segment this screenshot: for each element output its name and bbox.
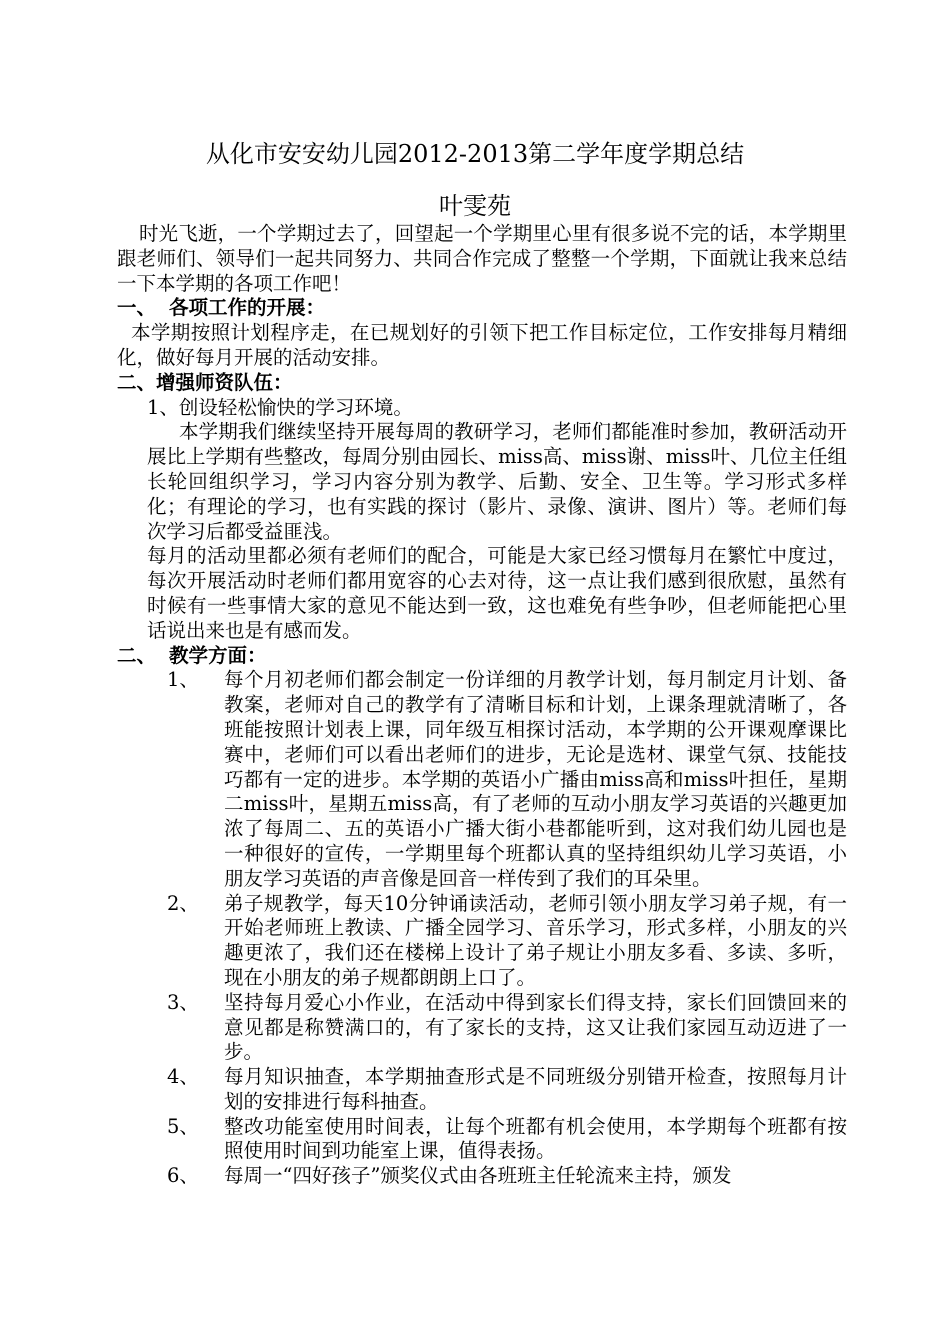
section-paragraph: 本学期按照计划程序走，在已规划好的引领下把工作目标定位，工作安排每月精细化，做好每月开展的活动安排。	[117, 321, 847, 369]
list-item	[117, 1065, 847, 1115]
section-heading: 二、增强师资队伍：	[117, 370, 293, 394]
section-paragraph: 本学期我们继续坚持开展每周的教研学习，老师们都能准时参加，教研活动开展比上学期有些整改，每周分别由园长、miss高、miss谢、miss叶、几位主任组长轮回组织学习，学习内容分别为教学、后勤、安全、卫生等。学习形式多样化；有理论的学习，也有实践的探讨（影片、录像、演讲、图片）等。老师们每次学习后都受益匪浅。	[147, 420, 847, 543]
section-title: 教学方面：	[169, 643, 267, 667]
document-body	[117, 222, 847, 1189]
list-item-text: 弟子规教学，每天10分钟诵读活动，老师引领小朋友学习弟子规，有一开始老师班上教读、广播全园学习、音乐学习，形式多样，小朋友的兴趣更浓了，我们还在楼梯上设计了弟子规让小朋友多看、多读、多听，现在小朋友的弟子规都朗朗上口了。	[224, 891, 847, 989]
section-number: 二、	[117, 643, 157, 667]
section-heading	[117, 644, 847, 669]
list-item	[117, 668, 847, 891]
list-item	[117, 1164, 847, 1189]
list-item-number: 5、	[167, 1114, 199, 1138]
list-item	[117, 1115, 847, 1165]
list-item-number: 2、	[167, 891, 199, 915]
intro-paragraph: 时光飞逝，一个学期过去了，回望起一个学期里心里有很多说不完的话，本学期里跟老师们、领导们一起共同努力、共同合作完成了整整一个学期，下面就让我来总结一下本学期的各项工作吧！	[117, 222, 847, 295]
list-item-text: 坚持每月爱心小作业，在活动中得到家长们得支持，家长们回馈回来的意见都是称赞满口的，有了家长的支持，这又让我们家园互动迈进了一步。	[224, 990, 847, 1064]
author-name: 叶雯苑	[439, 192, 511, 220]
list-item	[117, 892, 847, 991]
section-paragraph: 每月的活动里都必须有老师们的配合，可能是大家已经习惯每月在繁忙中度过，每次开展活动时老师们都用宽容的心去对待，这一点让我们感到很欣慰，虽然有时候有一些事情大家的意见不能达到一致，这也难免有些争吵，但老师能把心里话说出来也是有感而发。	[147, 544, 847, 642]
section-title: 各项工作的开展：	[169, 296, 326, 320]
list-item-number: 4、	[167, 1065, 199, 1089]
list-item-text: 整改功能室使用时间表，让每个班都有机会使用，本学期每个班都有按照使用时间到功能室上课，值得表扬。	[224, 1114, 847, 1163]
list-item	[117, 991, 847, 1065]
list-item-number: 6、	[167, 1164, 199, 1188]
section-number: 一、	[117, 296, 157, 320]
list-item-number: 1、	[167, 668, 199, 692]
list-item-text: 每个月初老师们都会制定一份详细的月教学计划，每月制定月计划、备教案，老师对自己的教学有了清晰目标和计划，上课条理就清晰了，各班能按照计划表上课，同年级互相探讨活动，本学期的公开课观摩课比赛中，老师们可以看出老师们的进步，无论是选材、课堂气氛、技能技巧都有一定的进步。本学期的英语小广播由miss高和miss叶担任，星期二miss叶，星期五miss高，有了老师的互动小朋友学习英语的兴趣更加浓了每周二、五的英语小广播大街小巷都能听到，这对我们幼儿园也是一种很好的宣传，一学期里每个班都认真的坚持组织幼儿学习英语，小朋友学习英语的声音像是回音一样传到了我们的耳朵里。	[224, 668, 847, 890]
list-item-text: 每周一“四好孩子”颁奖仪式由各班班主任轮流来主持，颁发	[224, 1164, 732, 1188]
section-heading	[117, 296, 847, 321]
document-title: 从化市安安幼儿园2012-2013第二学年度学期总结	[205, 140, 745, 168]
subsection-heading: 1、创设轻松愉快的学习环境。	[147, 395, 413, 419]
list-item-text: 每月知识抽查，本学期抽查形式是不同班级分别错开检查，按照每月计划的安排进行每科抽查。	[224, 1065, 847, 1113]
list-item-number: 3、	[167, 990, 199, 1014]
